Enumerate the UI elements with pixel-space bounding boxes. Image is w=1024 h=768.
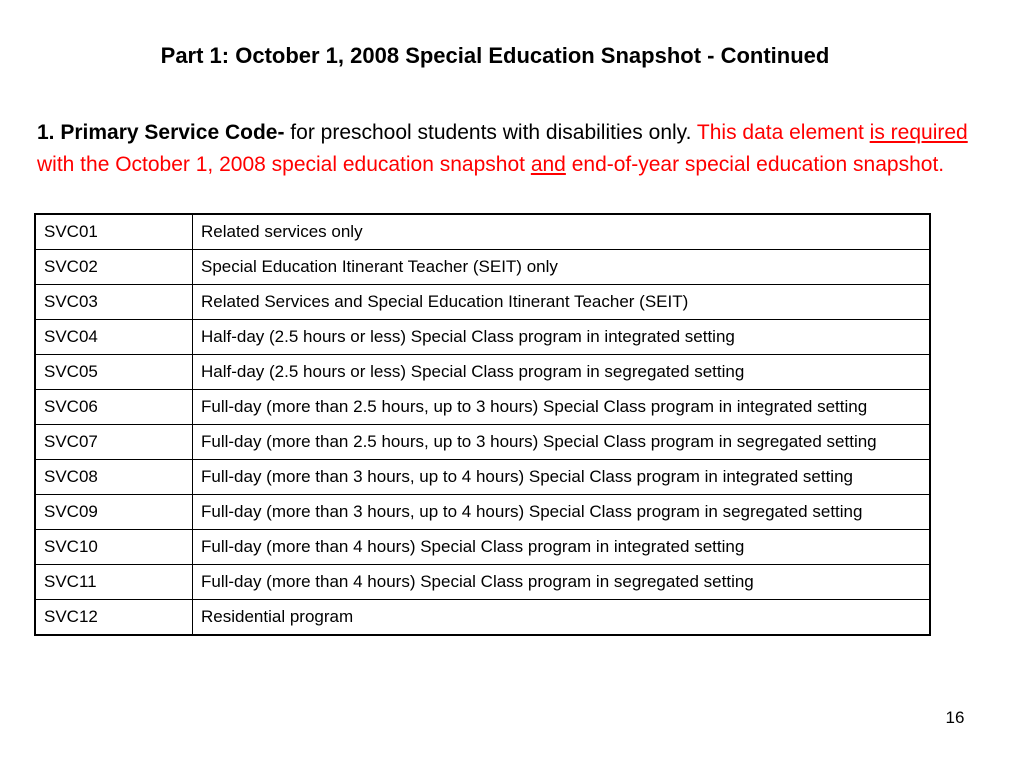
intro-paragraph: [37, 117, 977, 180]
intro-plain-text: for preschool students with disabilities only.: [284, 121, 697, 144]
service-code: SVC02: [35, 250, 193, 285]
table-row: [35, 250, 930, 285]
service-code: SVC04: [35, 320, 193, 355]
service-code-table: [34, 213, 931, 636]
service-description: Full-day (more than 4 hours) Special Class program in segregated setting: [193, 565, 931, 600]
service-code: SVC06: [35, 390, 193, 425]
table-row: [35, 600, 930, 636]
service-code: SVC08: [35, 460, 193, 495]
service-code: SVC09: [35, 495, 193, 530]
intro-requirement-underlined-2: and: [530, 152, 566, 176]
service-description: Full-day (more than 3 hours, up to 4 hours) Special Class program in segregated setting: [193, 495, 931, 530]
service-description: Half-day (2.5 hours or less) Special Class program in segregated setting: [193, 355, 931, 390]
service-description: Full-day (more than 4 hours) Special Class program in integrated setting: [193, 530, 931, 565]
service-code: SVC11: [35, 565, 193, 600]
table-row: [35, 530, 930, 565]
service-code: SVC01: [35, 214, 193, 250]
page-title: Part 1: October 1, 2008 Special Education Snapshot - Continued: [160, 43, 830, 68]
intro-number-label: 1. Primary Service Code-: [37, 121, 285, 144]
service-description: Related Services and Special Education Itinerant Teacher (SEIT): [193, 285, 931, 320]
table-row: [35, 214, 930, 250]
service-code: SVC03: [35, 285, 193, 320]
service-description: Full-day (more than 2.5 hours, up to 3 hours) Special Class program in integrated setting: [193, 390, 931, 425]
intro-requirement-text-1: This data element: [696, 121, 870, 144]
service-description: Residential program: [193, 600, 931, 636]
table-row: [35, 565, 930, 600]
service-description: Full-day (more than 2.5 hours, up to 3 hours) Special Class program in segregated setting: [193, 425, 931, 460]
service-description: Special Education Itinerant Teacher (SEIT) only: [193, 250, 931, 285]
service-description: Full-day (more than 3 hours, up to 4 hours) Special Class program in integrated setting: [193, 460, 931, 495]
service-code: SVC10: [35, 530, 193, 565]
table-row: [35, 320, 930, 355]
intro-requirement-text-2: with the October 1, 2008 special education snapshot: [37, 152, 531, 176]
service-description: Half-day (2.5 hours or less) Special Class program in integrated setting: [193, 320, 931, 355]
table-row: [35, 355, 930, 390]
intro-requirement-underlined-1: is required: [869, 121, 968, 144]
page-number: 16: [945, 708, 965, 727]
service-description: Related services only: [193, 214, 931, 250]
service-code: SVC05: [35, 355, 193, 390]
table-row: [35, 285, 930, 320]
table-row: [35, 390, 930, 425]
intro-requirement-text-3: end-of-year special education snapshot.: [565, 152, 945, 176]
service-code: SVC07: [35, 425, 193, 460]
table-row: [35, 425, 930, 460]
table-row: [35, 460, 930, 495]
table-row: [35, 495, 930, 530]
service-code: SVC12: [35, 600, 193, 636]
